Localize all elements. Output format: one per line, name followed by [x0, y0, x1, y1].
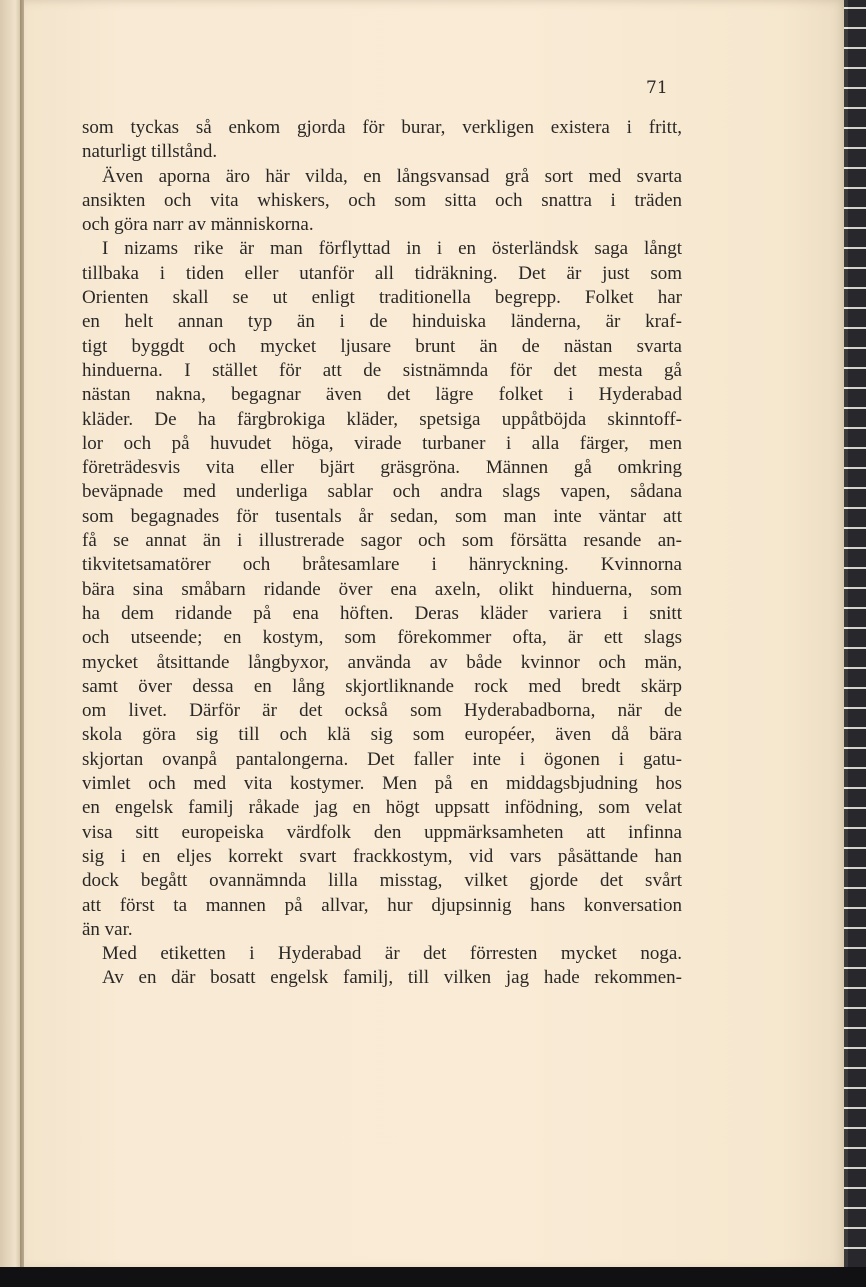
text-line: som begagnades för tusentals år sedan, som man inte väntar att — [82, 505, 682, 527]
text-line: dock begått ovannämnda lilla misstag, vilket gjorde det svårt — [82, 870, 682, 892]
text-line: företrädesvis vita eller bjärt gräsgröna. Männen gå omkring — [82, 457, 682, 479]
body-text — [82, 116, 682, 991]
text-line: vimlet och med vita kostymer. Men på en middagsbjudning hos — [82, 773, 682, 795]
text-line: ha dem ridande på ena höften. Deras kläder variera i snitt — [82, 602, 682, 624]
text-line: naturligt tillstånd. — [82, 141, 218, 163]
text-line: I nizams rike är man förflyttad in i en österländsk saga långt — [102, 238, 682, 260]
text-line: att först ta mannen på allvar, hur djupsinnig hans konversation — [82, 894, 682, 916]
text-line: lor och på huvudet höga, virade turbaner i alla färger, men — [82, 432, 682, 454]
text-line: tillbaka i tiden eller utanför all tidräkning. Det är just som — [82, 262, 682, 284]
text-line: skjortan ovanpå pantalongerna. Det faller inte i ögonen i gatu- — [82, 748, 682, 770]
text-line: och utseende; en kostym, som förekommer ofta, är ett slags — [82, 627, 682, 649]
text-line: tikvitetsamatörer och bråtesamlare i hänryckning. Kvinnorna — [82, 554, 682, 576]
text-line: som tyckas så enkom gjorda för burar, verkligen existera i fritt, — [82, 117, 682, 138]
text-line: en engelsk familj råkade jag en högt uppsatt infödning, som velat — [82, 797, 682, 819]
text-line: och göra narr av människorna. — [82, 214, 314, 236]
text-line: beväpnade med underliga sablar och andra slags vapen, sådana — [82, 481, 682, 503]
text-line: hinduerna. I stället för att de sistnämnda för det mesta gå — [82, 359, 682, 381]
text-line: visa sitt europeiska värdfolk den uppmärksamheten att infinna — [82, 821, 682, 843]
right-scan-border — [844, 0, 866, 1287]
text-line: mycket åtsittande långbyxor, använda av både kvinnor och män, — [82, 651, 682, 673]
text-line: Orienten skall se ut enligt traditionella begrepp. Folket har — [82, 287, 682, 309]
text-line: kläder. De ha färgbrokiga kläder, spetsiga uppåtböjda skinntoff- — [82, 408, 682, 430]
text-line: sig i en eljes korrekt svart frackkostym, vid vars påsättande han — [82, 845, 682, 867]
text-line: Även aporna äro här vilda, en långsvansad grå sort med svarta — [102, 165, 682, 187]
bottom-scan-border — [0, 1267, 866, 1287]
text-line: bära sina småbarn ridande över ena axeln, olikt hinduerna, som — [82, 578, 682, 600]
left-page-edge — [0, 0, 22, 1287]
text-line: skola göra sig till och klä sig som européer, även då bära — [82, 724, 682, 746]
text-line: Av en där bosatt engelsk familj, till vilken jag hade rekommen- — [102, 967, 682, 989]
text-line: än var. — [82, 918, 133, 940]
text-line: Med etiketten i Hyderabad är det förresten mycket noga. — [102, 943, 682, 965]
page-number: 71 — [646, 78, 668, 98]
text-line: samt över dessa en lång skjortliknande rock med bredt skärp — [82, 675, 682, 697]
text-line: få se annat än i illustrerade sagor och som försätta resande an- — [82, 530, 682, 552]
text-line: nästan nakna, begagnar även det lägre folket i Hyderabad — [82, 384, 682, 406]
text-line: tigt byggdt och mycket ljusare brunt än de nästan svarta — [82, 335, 682, 357]
text-line: om livet. Därför är det också som Hyderabadborna, när de — [82, 700, 682, 722]
text-line: en helt annan typ än i de hinduiska länderna, är kraf- — [82, 311, 682, 333]
text-line: ansikten och vita whiskers, och som sitta och snattra i träden — [82, 189, 682, 211]
